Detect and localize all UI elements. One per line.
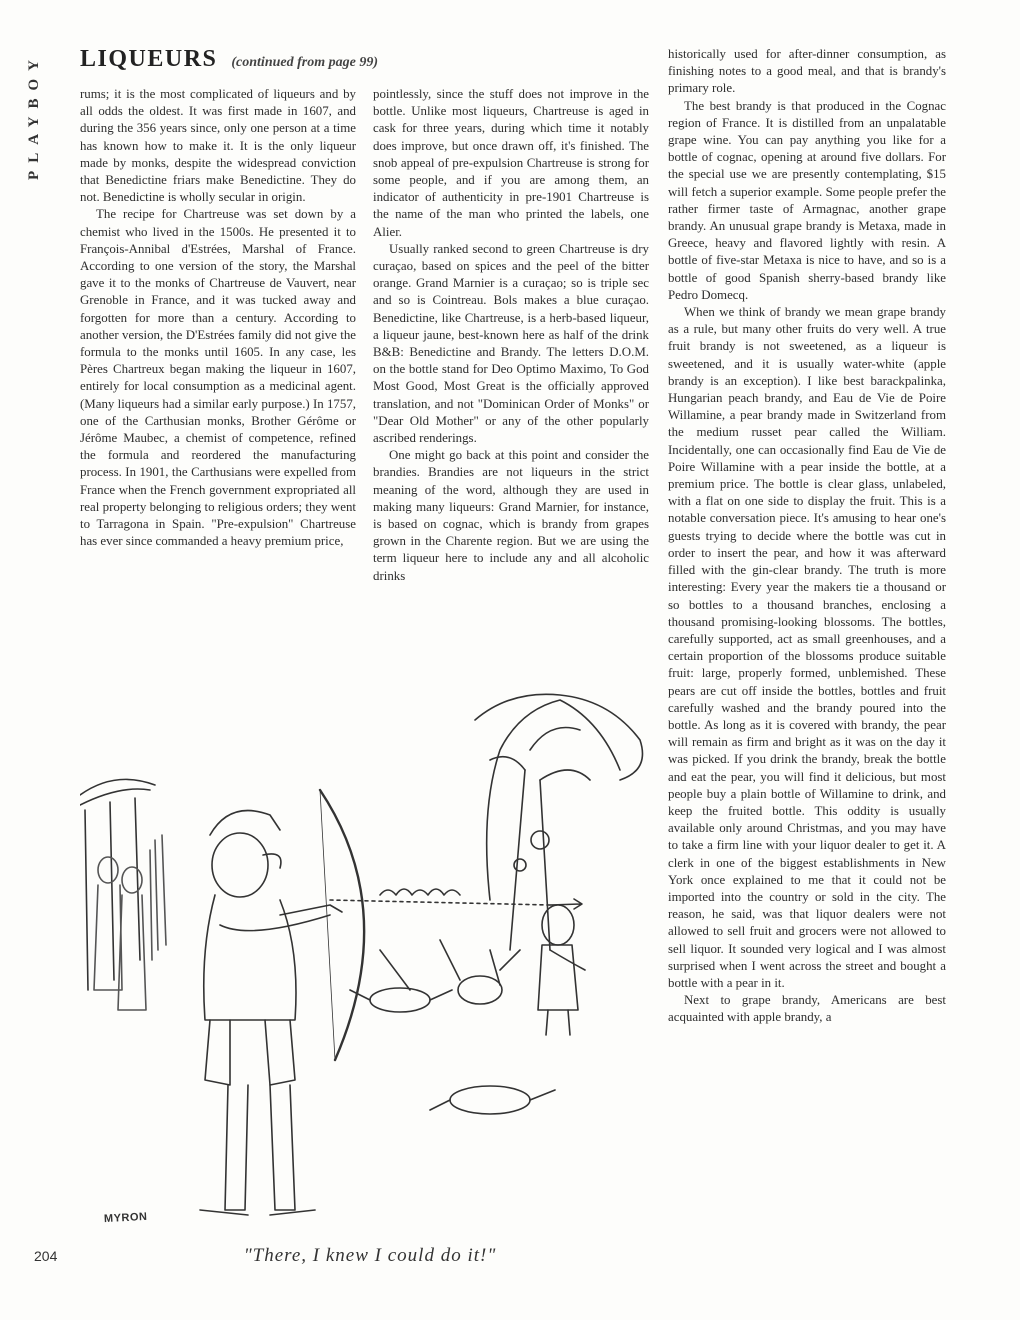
paragraph: pointlessly, since the stuff does not improve in the bottle. Unlike most liqueurs, Chartreuse is aged in cask for three years, during which time it notably does improve, but once drawn off, it's finished. The snob appeal of pre-expulsion Chartreuse is strong for some people, and if you are among them, an indicator of authenticity in pre-1901 Chartreuse is the name of the man who printed the labels, one Alier. [373, 87, 649, 239]
cartoon-caption: "There, I knew I could do it!" [243, 1245, 497, 1266]
article-title: LIQUEURS [80, 46, 218, 72]
paragraph: rums; it is the most complicated of liqueurs and by all odds the oldest. It was first made in 1607, and during the 356 years since, only one person at a time has known how to make it. It is the only liqueur made by monks, despite the widespread conviction that Benedictine friars make Benedictine. They do not. Benedictine is wholly secular in origin. [80, 87, 356, 205]
paragraph: Usually ranked second to green Chartreuse is dry curaçao, based on spices and the peel of the bitter orange. Grand Marnier is a curaçao; so is triple sec and so is Cointreau. Bols makes a blue curaçao. Benedictine, like Chartreuse, is a herb-based liqueur, a liqueur jaune, best-known here as half of the drink B&B: Benedictine and Brandy. The letters D.O.M. on the bottle stand for Deo Optimo Maximo, To God Most Good, Most Great is the officially approved translation, and not "Dominican Order of Monks" or "Dear Old Mother" or any of the other popularly ascribed renderings. [373, 241, 649, 446]
text-column-2 [373, 86, 649, 585]
target-archer [538, 899, 582, 1035]
main-archer [200, 790, 364, 1215]
paragraph: One might go back at this point and consider the brandies. Brandies are not liqueurs in the strict meaning of the word, although they are used in making many liqueurs: Grand Marnier, for instance, is based on cognac, which is brandy from grapes grown in the Charente region. But we are using the term liqueur here to include any and all alcoholic drinks [373, 448, 649, 583]
paragraph: Next to grape brandy, Americans are best acquainted with apple brandy, a [668, 993, 946, 1025]
text-column-1 [80, 86, 356, 550]
background-archers [94, 835, 166, 1010]
continued-note: (continued from page 99) [231, 55, 378, 70]
paragraph: When we think of brandy we mean grape brandy as a rule, but many other fruits do very well. A true fruit brandy is not sweetened, as a liqueur is sweetened, and it is usually water-white (apple brandy is an exception). I like best barackpalinka, Hungarian peach brandy, and Eau de Vie de Poire Willamine, a pear brandy made in Switzerland from the medium russet pear called the William. Incidentally, one can occasionally find Eau de Vie de Poire Willamine with a pear inside the bottle, at a premium price. The bottle is clear glass, unlabeled, with a flat on one side to display the fruit. This is a notable conversation piece. It's amusing to hear one's guests trying to decide where the bottle was cut in order to insert the pear, and how it was afterward filled with the gin-clear brandy. The truth is more interesting: Every year the makers tie a thousand or so bottles to a thousand branches, enclosing a thousand promising-looking blossoms. The bottles, carefully supported, act as small greenhouses, and a certain proportion of the blossoms produce suitable fruit: large, properly formed, unblemished. These pears are cut off inside the bottles, bottles and fruit carefully washed and the brandy poured into the bottle. As long as it is covered with brandy, the pear will remain as firm and bright as it was on the day it was picked. If you drink the brandy, break the bottle and eat the pear, you will find it delicious, but most people buy a plain bottle of Willamine to drink, and keep the fruited bottle. This oddity is usually available only around Christmas, and you may have to take a firm line with your liquor dealer to get it. A clerk in one of the biggest establishments in New York once explained to me that it could not be imported into the country or sold in the city. The reason, he said, was that liquor dealers were not allowed to sell fruit and grocers were not allowed to sell liquor. It sounded very logical and I was almost surprised when I went across the street and bought a bottle with a pear in it. [668, 305, 946, 990]
fallen-figures [350, 940, 555, 1114]
magazine-name: PLAYBOY [26, 52, 42, 180]
page-number: 204 [34, 1248, 58, 1264]
article-heading [80, 46, 378, 73]
artist-signature: MYRON [103, 1210, 148, 1226]
paragraph: The best brandy is that produced in the Cognac region of France. It is distilled from an unpalatable grape wine. You can pay anything you like for a bottle of cognac, opening at around five dollars. For the special use we are presently contemplating, $15 will fetch a superior example. Some people prefer the rather firmer taste of Armagnac, another grape brandy. An unusual grape brandy is Metaxa, made in Greece, heavy and flavored lightly with resin. A bottle of five-star Metaxa is nice to have, and so is a bottle of good Spanish sherry-based brandy like Pedro Domecq. [668, 98, 946, 302]
tree-drawing [475, 694, 643, 970]
grass-line [380, 889, 460, 895]
cartoon-illustration [80, 690, 652, 1265]
paragraph: The recipe for Chartreuse was set down by a chemist who lived in the 1500s. He presented it to François-Annibal d'Estrées, Marshal of France. According to one version of the story, the Marshal gave it to the monks of Chartreuse de Vauvert, near Grenoble in France, and it was tucked away and forgotten for more than a century. According to another version, the D'Estrées family did not give the formula to the monks until 1605. In any case, les Pères Chartreux began making the liqueur in 1607, entirely for local consumption as a medicinal agent. (Many liqueurs had a similar early purpose.) In 1757, one of the Carthusian monks, Brother Gérôme or Jérôme Maubec, a chemist of competence, refined the formula and reordered the manufacturing process. In 1901, the Carthusians were expelled from France when the French government expropriated all real property belonging to religious orders; they went to Tarragona in Spain. "Pre-expulsion" Chartreuse has ever since commanded a heavy premium price, [80, 207, 356, 549]
paragraph: historically used for after-dinner consumption, as finishing notes to a good meal, and that is brandy's primary role. [668, 47, 946, 96]
text-column-3 [668, 46, 946, 1027]
